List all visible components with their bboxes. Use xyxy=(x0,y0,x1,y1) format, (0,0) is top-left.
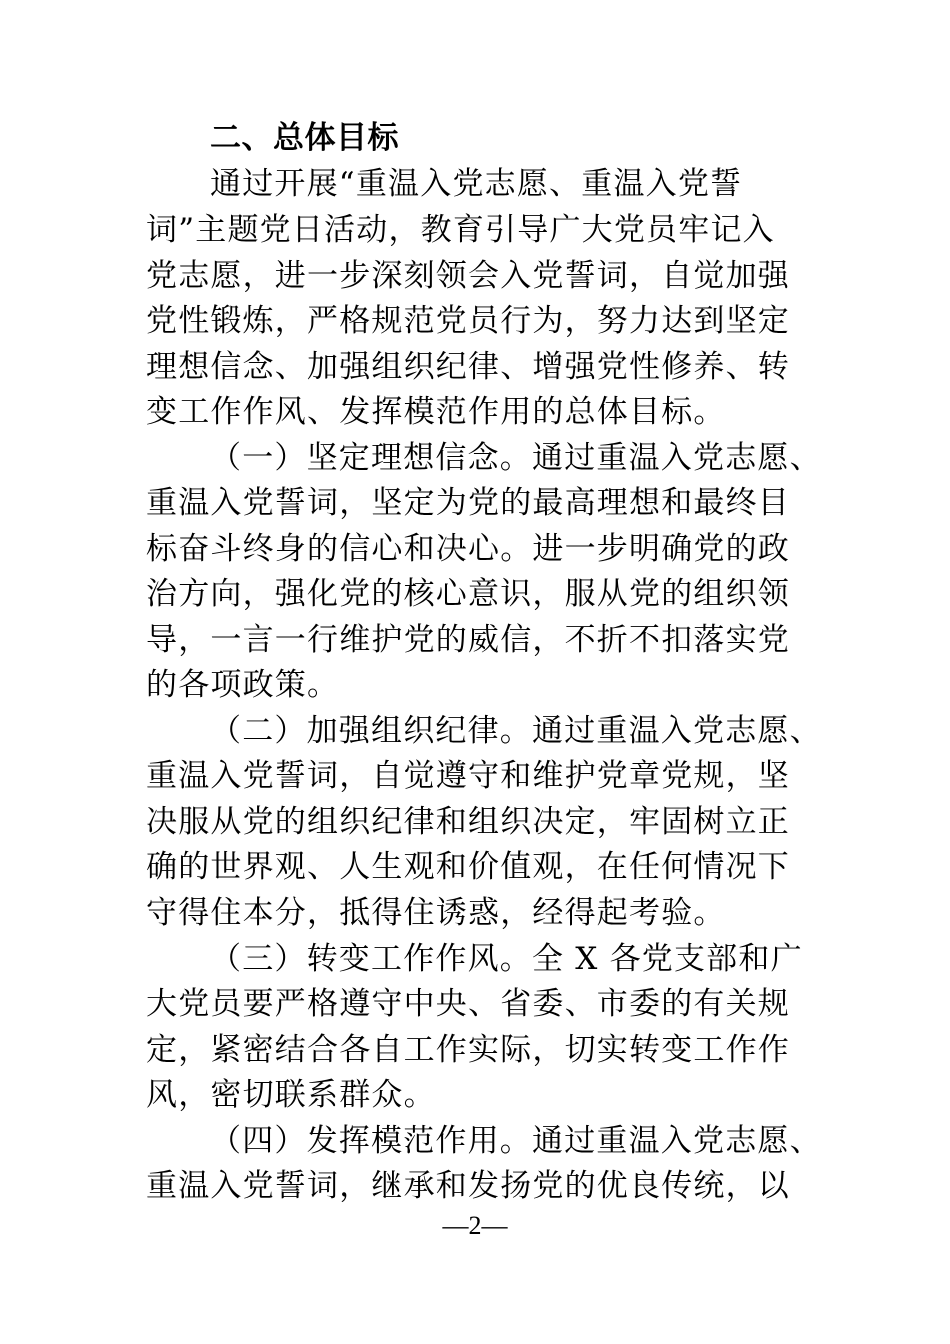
paragraph-line: （一）坚定理想信念。通过重温入党志愿、 xyxy=(210,440,822,476)
paragraph-line: 决服从党的组织纪律和组织决定，牢固树立正 xyxy=(146,804,790,840)
paragraph-line: 定，紧密结合各自工作实际，切实转变工作作 xyxy=(146,1032,790,1068)
paragraph-line: 的各项政策。 xyxy=(146,667,340,703)
paragraph-line: 导，一言一行维护党的威信，不折不扣落实党 xyxy=(146,622,790,658)
paragraph-line: 变工作作风、发挥模范作用的总体目标。 xyxy=(146,394,726,430)
paragraph-line: 风，密切联系群众。 xyxy=(146,1077,436,1113)
paragraph-line: 重温入党誓词，坚定为党的最高理想和最终目 xyxy=(146,485,790,521)
paragraph-line: 确的世界观、人生观和价值观，在任何情况下 xyxy=(146,849,790,885)
paragraph-line: 党性锻炼，严格规范党员行为，努力达到坚定 xyxy=(146,303,790,339)
paragraph-line: 重温入党誓词，继承和发扬党的优良传统，以 xyxy=(146,1168,790,1204)
paragraph-line: （二）加强组织纪律。通过重温入党志愿、 xyxy=(210,713,822,749)
paragraph-line: 理想信念、加强组织纪律、增强党性修养、转 xyxy=(146,349,790,385)
section-heading: 二、总体目标 xyxy=(210,120,399,156)
paragraph-line: 守得住本分，抵得住诱惑，经得起考验。 xyxy=(146,895,726,931)
paragraph-line: 重温入党誓词，自觉遵守和维护党章党规，坚 xyxy=(146,758,790,794)
paragraph-line: 党志愿，进一步深刻领会入党誓词，自觉加强 xyxy=(146,258,790,294)
paragraph-line: 词”主题党日活动，教育引导广大党员牢记入 xyxy=(146,212,775,248)
page-number: —2— xyxy=(442,1211,508,1240)
paragraph-line: 标奋斗终身的信心和决心。进一步明确党的政 xyxy=(146,531,790,567)
paragraph-line: （四）发挥模范作用。通过重温入党志愿、 xyxy=(210,1123,822,1159)
paragraph-line: （三）转变工作作风。全 X 各党支部和广 xyxy=(210,941,803,977)
paragraph-line: 大党员要严格遵守中央、省委、市委的有关规 xyxy=(146,986,790,1022)
paragraph-line: 治方向，强化党的核心意识，服从党的组织领 xyxy=(146,576,790,612)
paragraph-line: 通过开展“重温入党志愿、重温入党誓 xyxy=(210,166,743,202)
